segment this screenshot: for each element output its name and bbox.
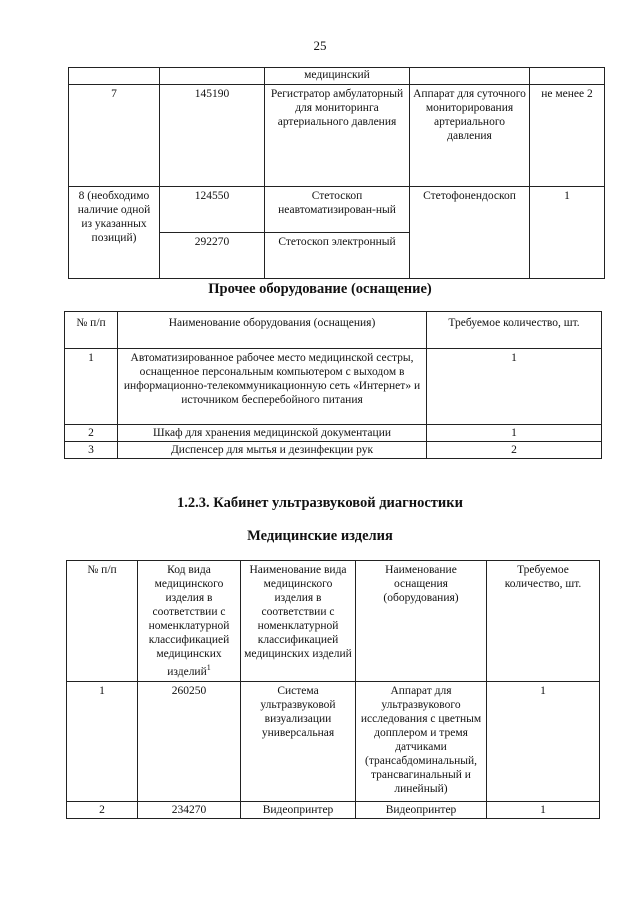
column-header: № п/п — [65, 312, 118, 349]
column-header: № п/п — [67, 561, 138, 682]
column-header-text: Код вида медицинского изделия в соответствии с номенклатурной классификацией медицинских изделий — [148, 564, 230, 678]
table-cell: Система ультразвуковой визуализации универсальная — [241, 681, 356, 801]
table-row — [69, 187, 605, 233]
table-cell: Диспенсер для мытья и дезинфекции рук — [118, 442, 427, 459]
table-cell: Стетофонендоскоп — [410, 187, 530, 279]
table-cell: Аппарат для ультразвукового исследования с цветным допплером и тремя датчиками (трансабдоминальный, трансвагинальный и линейный) — [356, 681, 487, 801]
table-header-row — [65, 312, 602, 349]
table-cell: Видеопринтер — [241, 801, 356, 818]
table-cell: 2 — [67, 801, 138, 818]
page-number: 25 — [313, 38, 327, 53]
table-row — [65, 425, 602, 442]
table-cell: 234270 — [138, 801, 241, 818]
table-cell: 1 — [427, 425, 602, 442]
table-cell: Видеопринтер — [356, 801, 487, 818]
column-header: Требуемое количество, шт. — [427, 312, 602, 349]
table-cell: 1 — [427, 349, 602, 425]
table-row — [67, 681, 600, 801]
column-header: Наименование оборудования (оснащения) — [118, 312, 427, 349]
table-cell: Стетоскоп электронный — [265, 233, 410, 279]
table-row — [65, 442, 602, 459]
section-heading-other-equipment: Прочее оборудование (оснащение) — [208, 281, 432, 297]
equipment-table-continued — [68, 67, 605, 279]
other-equipment-table — [64, 311, 602, 459]
column-header — [138, 561, 241, 682]
table-cell: 292270 — [160, 233, 265, 279]
table-cell: Аппарат для суточного мониторирования артериального давления — [410, 85, 530, 187]
table-cell: 2 — [65, 425, 118, 442]
table-cell: 1 — [487, 681, 600, 801]
table-cell: Регистратор амбулаторный для мониторинга артериального давления — [265, 85, 410, 187]
table-cell: 1 — [487, 801, 600, 818]
column-header: Требуемое количество, шт. — [487, 561, 600, 682]
table-cell: 8 (необходимо наличие одной из указанных позиций) — [69, 187, 160, 279]
table-row — [65, 349, 602, 425]
table-cell: 3 — [65, 442, 118, 459]
column-header: Наименование вида медицинского изделия в соответствии с номенклатурной классификацией медицинских изделий — [241, 561, 356, 682]
table-cell: медицинский — [265, 68, 410, 85]
section-subtitle: Медицинские изделия — [247, 528, 393, 544]
footnote-marker: 1 — [206, 663, 211, 672]
table-cell: Шкаф для хранения медицинской документации — [118, 425, 427, 442]
table-cell: 7 — [69, 85, 160, 187]
table-row — [67, 801, 600, 818]
table-cell: 1 — [67, 681, 138, 801]
table-cell: 145190 — [160, 85, 265, 187]
table-cell: Автоматизированное рабочее место медицинской сестры, оснащенное персональным компьютером с выходом в информационно-телекоммуникационную сеть «Интернет» и источником бесперебойного питания — [118, 349, 427, 425]
table-cell: 260250 — [138, 681, 241, 801]
table-cell: 124550 — [160, 187, 265, 233]
table-cell: 2 — [427, 442, 602, 459]
section-title: 1.2.3. Кабинет ультразвуковой диагностики — [177, 495, 463, 511]
table-cell: Стетоскоп неавтоматизирован-ный — [265, 187, 410, 233]
table-row — [69, 68, 605, 85]
table-row — [69, 85, 605, 187]
table-cell: 1 — [65, 349, 118, 425]
column-header: Наименование оснащения (оборудования) — [356, 561, 487, 682]
table-cell: 1 — [530, 187, 605, 279]
table-header-row — [67, 561, 600, 682]
medical-devices-table — [66, 560, 600, 819]
table-cell: не менее 2 — [530, 85, 605, 187]
